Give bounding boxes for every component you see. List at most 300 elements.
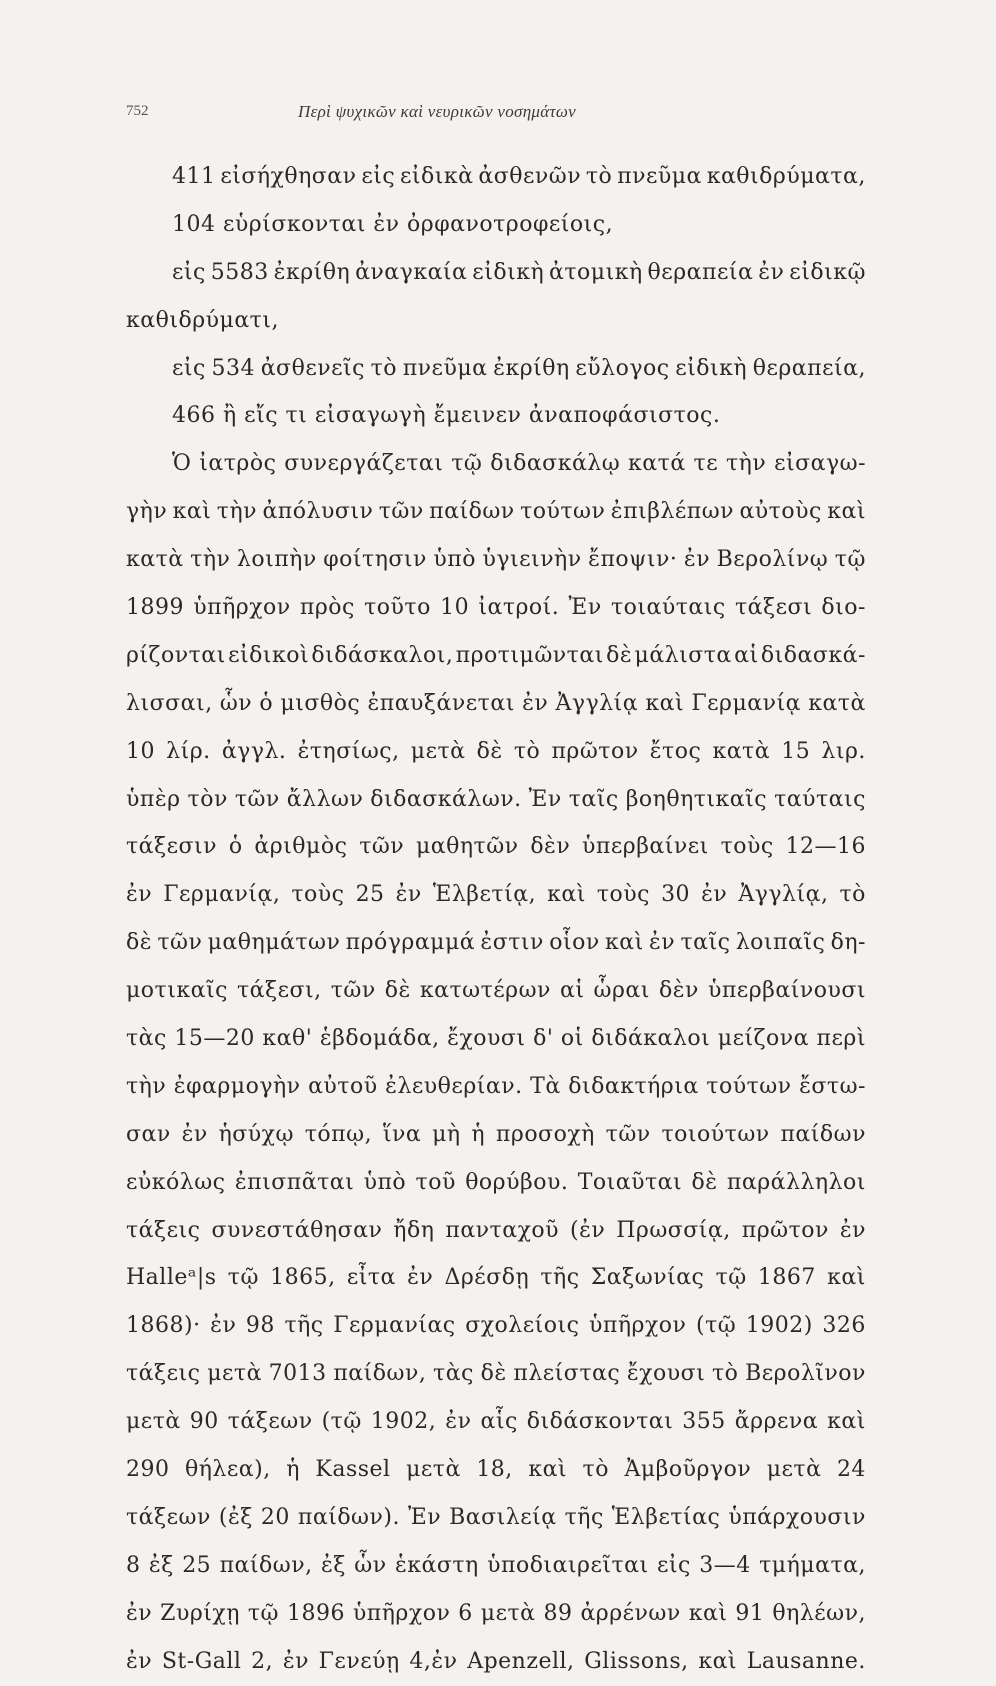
word: ἔποψιν·	[588, 547, 678, 573]
word: κατά	[628, 451, 686, 477]
word: παίδων).	[297, 1504, 400, 1530]
word: πρῶτον	[741, 1217, 829, 1243]
word: οἱ	[560, 1026, 584, 1052]
word: λίρ.	[166, 738, 211, 764]
word: τὴν	[190, 547, 231, 573]
word: 1868)·	[126, 1313, 201, 1339]
word: πλείστας	[513, 1361, 621, 1387]
word: τόπῳ,	[304, 1121, 373, 1147]
word: καὶ	[827, 1409, 866, 1435]
word: τάξεις	[126, 1217, 201, 1243]
word: ἔμεινεν	[433, 403, 529, 429]
word: θεραπεία,	[752, 355, 866, 381]
word: εἰς	[657, 1552, 691, 1578]
word: τοῦ	[415, 1169, 456, 1195]
word: δὲν	[530, 834, 571, 860]
word: Ἑλβετίας	[611, 1504, 721, 1530]
word: μετὰ	[126, 1409, 181, 1435]
word: κατὰ	[126, 547, 184, 573]
text-line	[126, 392, 866, 440]
word: προσοχὴ	[495, 1121, 595, 1147]
word: τὸν	[187, 786, 228, 812]
word: ἐστιν	[480, 930, 544, 956]
word: 98	[245, 1313, 275, 1339]
word: τῶν	[330, 978, 376, 1004]
word: 1902,	[370, 1409, 437, 1435]
word: Δρέσδῃ	[444, 1265, 530, 1291]
word: Τοιαῦται	[577, 1169, 683, 1195]
text-line	[126, 1542, 866, 1590]
word: τοὺς	[596, 882, 651, 908]
word: εἶτα	[346, 1265, 396, 1291]
word: ἐν	[126, 1648, 153, 1674]
word: ταῖς	[680, 930, 731, 956]
word: ὑπὸ	[433, 547, 476, 573]
word: ρίζονται	[126, 642, 226, 668]
text-line	[126, 249, 866, 297]
word: 24	[836, 1457, 866, 1483]
word: Kassel	[315, 1457, 391, 1483]
word: St-Gall	[161, 1648, 242, 1674]
word: καὶ	[698, 1648, 738, 1674]
word: ἄρρενα	[734, 1409, 819, 1435]
word: 1899	[126, 595, 184, 621]
word: τὸ	[370, 355, 398, 381]
word: Γερμανίᾳ	[691, 690, 801, 716]
word: τὴν	[216, 499, 258, 525]
word: δὲν	[658, 978, 699, 1004]
word: τῷ	[451, 451, 483, 477]
word: 3—4	[699, 1552, 751, 1578]
text-line	[126, 823, 866, 871]
word: εἰς	[172, 259, 206, 285]
word: Ἀγγλίᾳ	[555, 690, 639, 716]
word: ἀρρένων	[580, 1600, 681, 1626]
word: δ'	[533, 1026, 554, 1052]
word: Γενεύῃ	[318, 1648, 400, 1674]
word: ἐν	[282, 1648, 309, 1674]
word: αἱ	[560, 978, 585, 1004]
text-line	[126, 1254, 866, 1302]
page-header	[126, 103, 866, 129]
text-line	[126, 201, 866, 249]
word: ἐν	[839, 1217, 866, 1243]
word: τε	[693, 451, 719, 477]
word: εἰδικὴ	[472, 259, 545, 285]
word: διδάκαλοι	[591, 1026, 711, 1052]
word: καὶ	[172, 499, 212, 525]
word: 10	[440, 595, 470, 621]
word: δὲ	[384, 978, 411, 1004]
word: ἀσθενεῖς	[260, 355, 365, 381]
word: ὑπῆρχον	[193, 595, 291, 621]
word: ἐν	[522, 690, 549, 716]
word: τῷ	[834, 547, 866, 573]
word: ἤδη	[393, 1217, 435, 1243]
word: ὑπὸ	[363, 1169, 407, 1195]
text-line	[126, 297, 866, 345]
word: λιρ.	[821, 738, 866, 764]
text-line	[126, 1015, 866, 1063]
word: τοιούτων	[661, 1121, 770, 1147]
word: Ἀγγλίᾳ,	[738, 882, 829, 908]
word: ἐλευθερίαν.	[385, 1073, 523, 1099]
word: τὰς	[433, 1361, 474, 1387]
word: εἰδικῷ	[789, 259, 866, 285]
word: τῷ	[227, 1265, 259, 1291]
text-line	[126, 632, 866, 680]
word: εἰδικὰ	[400, 164, 474, 189]
word: ἔστω-	[799, 1073, 866, 1099]
word: ὑπὲρ	[126, 786, 181, 812]
word: Γερμανίας	[333, 1313, 456, 1339]
word: τοῦτο	[364, 595, 431, 621]
word: μισθὸς	[280, 690, 361, 716]
word: ἐπαυξάνεται	[367, 690, 515, 716]
text-line	[126, 1350, 866, 1398]
word: καθ'	[262, 1026, 313, 1052]
word: τούτων	[706, 1073, 792, 1099]
word: τῷ	[715, 1265, 747, 1291]
word: ἐν	[373, 211, 408, 237]
word: Πρωσσίᾳ,	[616, 1217, 731, 1243]
word: Glissons,	[584, 1648, 689, 1674]
word: διδακτήρια	[568, 1073, 699, 1099]
word: (ἐν	[569, 1217, 606, 1243]
word: (τῷ	[321, 1409, 362, 1435]
word: τοιαύταις	[610, 595, 726, 621]
text-line	[126, 1159, 866, 1207]
word: ἐπισπᾶται	[234, 1169, 355, 1195]
word: ἐν	[126, 882, 153, 908]
word: μετὰ	[766, 1457, 822, 1483]
word: εἰδικὴ	[675, 355, 748, 381]
word: ὑπερβαίνει	[582, 834, 709, 860]
word: διδασκάλῳ	[490, 451, 621, 477]
word: λοιπαῖς	[735, 930, 826, 956]
word: θεραπεία	[647, 259, 754, 285]
text-line	[126, 1494, 866, 1542]
word: πρῶτον	[551, 738, 639, 764]
word: ἐν	[701, 882, 728, 908]
word: ἐτησίως,	[297, 738, 400, 764]
word: Σαξωνίας	[590, 1265, 705, 1291]
word: 5583	[210, 259, 269, 285]
word: θηλέων,	[772, 1600, 866, 1626]
word: ἢ	[222, 403, 245, 429]
word: 290	[126, 1457, 170, 1483]
word: ὁ	[259, 690, 274, 716]
word: τούτων	[520, 499, 606, 525]
word: Τὰ	[530, 1073, 561, 1099]
word: τὴν	[126, 1073, 167, 1099]
word: διο-	[821, 595, 866, 621]
word: 1902)	[745, 1313, 813, 1339]
word: γὴν	[126, 499, 168, 525]
word: τοὺς	[291, 882, 345, 908]
word: πανταχοῦ	[445, 1217, 560, 1243]
word: ἐν	[407, 1265, 434, 1291]
word: Ὁ	[172, 451, 192, 477]
text-line	[126, 728, 866, 776]
word: αἷς	[480, 1409, 518, 1435]
word: τι	[285, 403, 315, 429]
word: διδασκάλων.	[370, 786, 522, 812]
word: (τῷ	[696, 1313, 737, 1339]
word: Ἀμβοῦργον	[624, 1457, 752, 1483]
word: δὲ	[480, 1361, 507, 1387]
word: ἰατροί.	[478, 595, 560, 621]
word: 15—20	[174, 1026, 255, 1052]
word: τάξεσι	[734, 595, 813, 621]
word: εἰσαγω-	[774, 451, 866, 477]
word: προτιμῶνται	[455, 642, 604, 668]
word: μετὰ	[406, 1457, 461, 1483]
word: 25	[182, 1552, 212, 1578]
word: τὸ	[582, 1457, 609, 1483]
word: τάξεσι,	[236, 978, 322, 1004]
word: ἑβδομάδα,	[319, 1026, 440, 1052]
word: ἐν	[445, 1409, 472, 1435]
word: εἰδικοὶ	[228, 642, 310, 668]
text-line	[126, 1207, 866, 1255]
word: ἐν	[181, 1121, 208, 1147]
word: δὲ	[126, 930, 153, 956]
word: τὰς	[126, 1026, 167, 1052]
word: παράλληλοι	[726, 1169, 866, 1195]
word: μετὰ	[410, 738, 466, 764]
word: μοτικαῖς	[126, 978, 228, 1004]
word: φοίτησιν	[323, 547, 427, 573]
word: ὑπῆρχον	[352, 1600, 451, 1626]
word: ὧν	[219, 690, 253, 716]
word: τάξεων	[126, 1504, 211, 1530]
word: ἐν	[210, 1313, 237, 1339]
word: Ἐν	[568, 595, 602, 621]
word: συνεργάζεται	[284, 451, 444, 477]
word: σαν	[126, 1121, 171, 1147]
word: καὶ	[547, 882, 586, 908]
word: ἀναποφάσιστος.	[528, 403, 721, 429]
word: ἀτομικὴ	[549, 259, 643, 285]
word: ταύταις	[774, 786, 866, 812]
word: ἐκρίθη	[273, 259, 351, 285]
word: ἀγγλ.	[221, 738, 287, 764]
word: πρόγραμμά	[345, 930, 476, 956]
word: ἵνα	[382, 1121, 422, 1147]
word: παίδων,	[333, 1361, 427, 1387]
word: 20	[260, 1504, 290, 1530]
word: ἰατρὸς	[199, 451, 277, 477]
word: (ἐξ	[218, 1504, 253, 1530]
word: μάλιστα	[634, 642, 732, 668]
word: ὁ	[228, 834, 243, 860]
word: 1896	[286, 1600, 345, 1626]
word: 18,	[476, 1457, 513, 1483]
word: 411	[172, 164, 216, 189]
word: 355	[682, 1409, 726, 1435]
word: αἱ	[734, 642, 759, 668]
text-line	[126, 919, 866, 967]
word: τῶν	[157, 930, 203, 956]
word: τὸ	[513, 738, 541, 764]
page-number: 752	[126, 103, 149, 119]
word: Ἑλβετίᾳ,	[432, 882, 537, 908]
text-line	[126, 680, 866, 728]
word: 91	[735, 1600, 765, 1626]
word: παίδων,	[219, 1552, 313, 1578]
word: τάξεσιν	[126, 834, 218, 860]
word: Ζυρίχῃ	[160, 1600, 240, 1626]
text-line	[126, 153, 866, 201]
word: ὑπερβαίνουσι	[707, 978, 866, 1004]
word: συνεστάθησαν	[211, 1217, 383, 1243]
word: κατὰ	[712, 738, 771, 764]
word: ταῖς	[568, 786, 619, 812]
word: καὶ	[827, 499, 866, 525]
text-line	[126, 1590, 866, 1638]
text-line	[126, 536, 866, 584]
word: ὧν	[354, 1552, 387, 1578]
word: ἀπόλυσιν	[262, 499, 374, 525]
word: σχολείοις	[465, 1313, 580, 1339]
word: 1867	[757, 1265, 816, 1291]
word: μαθημάτων	[207, 930, 341, 956]
word: 2,	[251, 1648, 274, 1674]
word: ὑπῆρχον	[589, 1313, 687, 1339]
word: 1865,	[270, 1265, 336, 1291]
text-line	[126, 1302, 866, 1350]
word: ἄλλων	[286, 786, 364, 812]
word: δὲ	[691, 1169, 718, 1195]
word: παίδων	[780, 1121, 866, 1147]
word: 534	[211, 355, 256, 381]
word: ἐπιβλέπων	[610, 499, 735, 525]
word: μετὰ	[480, 1600, 536, 1626]
word: ἐν	[649, 930, 676, 956]
word: ἐν	[758, 259, 785, 285]
word: τῶν	[359, 834, 405, 860]
word: τῆς	[540, 1265, 580, 1291]
word: ἔτος	[649, 738, 702, 764]
word: ὑπάρχουσιν	[728, 1504, 866, 1530]
word: παίδων	[429, 499, 515, 525]
word: δη-	[830, 930, 866, 956]
word: τῶν	[378, 499, 424, 525]
word: πνεῦμα	[617, 164, 702, 189]
word: τοὺς	[720, 834, 774, 860]
word: δὲ	[606, 642, 633, 668]
word: κατὰ	[808, 690, 866, 716]
word: ὑποδιαιρεῖται	[487, 1552, 649, 1578]
word: αὐτοῦ	[308, 1073, 378, 1099]
word: Lausanne.	[746, 1648, 866, 1674]
word: Βερολῖνον	[745, 1361, 866, 1387]
running-title: Περὶ ψυχικῶν καὶ νευρικῶν νοσημάτων	[298, 102, 577, 121]
word: ὀρφανοτροφείοις,	[407, 211, 614, 237]
word: αὐτοὺς	[739, 499, 822, 525]
word: ἐφαρμογὴν	[173, 1073, 301, 1099]
body-text	[126, 153, 866, 1686]
word: διδασκά-	[760, 642, 866, 668]
word: 90	[189, 1409, 219, 1435]
word: τὸ	[839, 882, 866, 908]
word: τάξεων	[227, 1409, 313, 1435]
word: κατωτέρων	[419, 978, 551, 1004]
word: τμήματα,	[759, 1552, 866, 1578]
text-line	[126, 1398, 866, 1446]
word: ἐν	[395, 882, 422, 908]
word: τῶν	[605, 1121, 651, 1147]
word: τὸ	[585, 164, 613, 189]
word: τῆς	[564, 1504, 604, 1530]
word: εὑρίσκονται	[222, 211, 374, 237]
word: θήλεα),	[185, 1457, 271, 1483]
word: 30	[661, 882, 691, 908]
word: 4,ἐν	[409, 1648, 458, 1674]
word: εἴς	[244, 403, 286, 429]
word: καὶ	[827, 1265, 866, 1291]
text-line	[126, 345, 866, 393]
word: εὐκόλως	[126, 1169, 226, 1195]
word: οἷον	[549, 930, 600, 956]
text-line	[126, 967, 866, 1015]
word: τῆς	[284, 1313, 324, 1339]
word: τῶν	[234, 786, 280, 812]
word: ὑγιεινὴν	[482, 547, 582, 573]
word: 89	[543, 1600, 573, 1626]
text-line	[126, 1063, 866, 1111]
text-line	[126, 871, 866, 919]
text-line	[126, 1638, 866, 1686]
word: πρὸς	[299, 595, 355, 621]
text-line	[126, 1446, 866, 1494]
word: βοηθητικαῖς	[625, 786, 768, 812]
word: ἡ	[286, 1457, 300, 1483]
text-line	[126, 584, 866, 632]
word: Halleᵃ|s	[126, 1265, 217, 1291]
word: περὶ	[816, 1026, 866, 1052]
word: ἐκρίθη	[493, 355, 570, 381]
word: ἀριθμὸς	[254, 834, 348, 860]
word: μαθητῶν	[415, 834, 519, 860]
word: μείζονα	[717, 1026, 809, 1052]
word: πνεῦμα	[402, 355, 488, 381]
word: λισσαι,	[126, 690, 213, 716]
word: ἐξ	[148, 1552, 174, 1578]
word: Βασιλείᾳ	[449, 1504, 557, 1530]
word: 466	[172, 403, 223, 429]
word: θορύβου.	[465, 1169, 569, 1195]
word: 326	[822, 1313, 866, 1339]
word: ἡ	[471, 1121, 486, 1147]
word: εὔλογος	[575, 355, 670, 381]
word: καὶ	[688, 1600, 728, 1626]
word: καὶ	[645, 690, 685, 716]
word: καθιδρύματα,	[706, 164, 866, 189]
word: 7013	[268, 1361, 327, 1387]
text-line	[126, 488, 866, 536]
word: τῷ	[247, 1600, 279, 1626]
word: 25	[355, 882, 385, 908]
word: 8	[126, 1552, 141, 1578]
word: τὸ	[711, 1361, 739, 1387]
word: ἐν	[683, 547, 711, 573]
word: ἔχουσι	[447, 1026, 526, 1052]
word: Apenzell,	[467, 1648, 575, 1674]
word: 6	[458, 1600, 473, 1626]
word: ἀναγκαία	[355, 259, 468, 285]
